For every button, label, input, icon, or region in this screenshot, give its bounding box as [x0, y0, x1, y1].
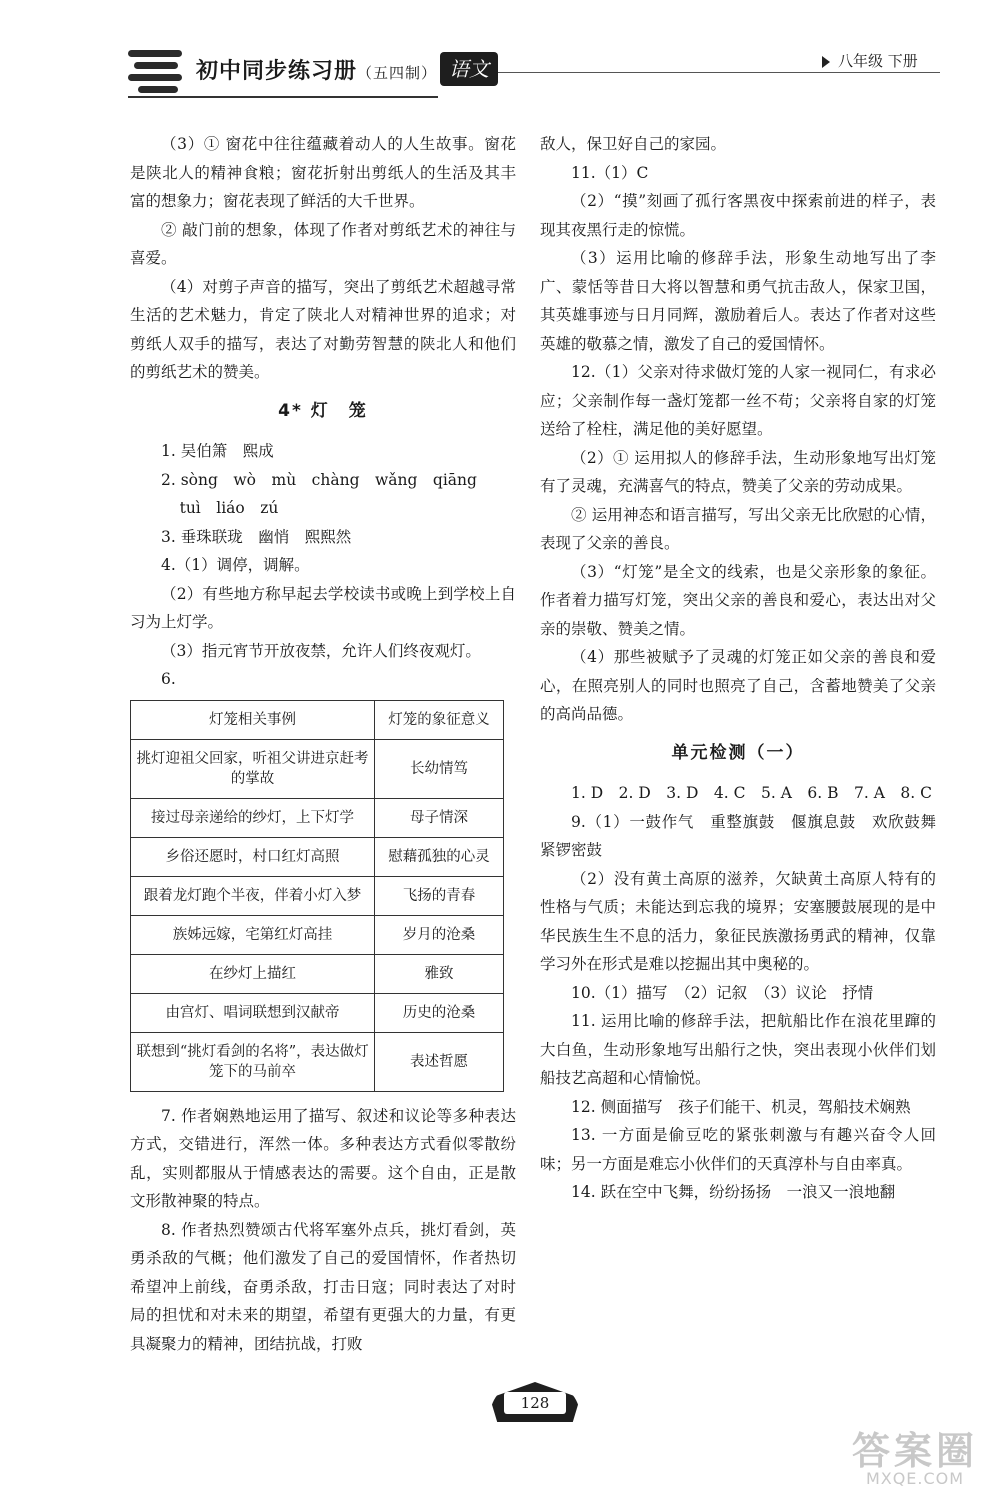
table-cell: 族姊远嫁，宅第红灯高挂: [131, 915, 375, 954]
table-cell: 飞扬的青春: [375, 876, 504, 915]
answer-paragraph: （4）对剪子声音的描写，突出了剪纸艺术超越寻常生活的艺术魅力，肯定了陕北人对精神世界的追求；对剪纸人双手的描写，表达了对勤劳智慧的陕北人和他们的剪纸艺术的赞美。: [130, 277, 516, 381]
answer-paragraph: （3）① 窗花中往往蕴藏着动人的人生故事。窗花是陕北人的精神食粮；窗花折射出剪纸人的生活及其丰富的想象力；窗花表现了鲜活的大千世界。: [130, 135, 516, 210]
lantern-table: [130, 700, 504, 1092]
table-row: [131, 993, 504, 1032]
table-cell: 历史的沧桑: [375, 993, 504, 1032]
answer-paragraph: 11. 运用比喻的修辞手法，把航船比作在浪花里蹿的大白鱼，生动形象地写出船行之快，突出表现小伙伴们划船技艺高超和心情愉悦。: [540, 1012, 936, 1087]
answer-paragraph: 7. 作者娴熟地运用了描写、叙述和议论等多种表达方式，交错进行，浑然一体。多种表达方式看似零散纷乱，实则都服从于情感表达的需要。这个自由，正是散文形散神聚的特点。: [130, 1106, 516, 1210]
answer-paragraph: 13. 一方面是偷豆吃的紧张刺激与有趣兴奋令人回味；另一方面是难忘小伙伴们的天真淳朴与自由率真。: [540, 1126, 936, 1173]
answer-paragraph: （2）没有黄土高原的滋养，欠缺黄土高原人特有的性格与气质；未能达到忘我的境界；安塞腰鼓展现的是中华民族生生不息的活力，象征民族激扬勇武的精神，仅靠学习外在形式是难以挖掘出其中奥秘的。: [540, 869, 936, 973]
table-cell: 跟着龙灯跑个半夜，伴着小灯入梦: [131, 876, 375, 915]
table-cell: 慰藉孤独的心灵: [375, 837, 504, 876]
answer-paragraph: 8. 作者热烈赞颂古代将军塞外点兵，挑灯看剑，英勇杀敌的气概；他们激发了自己的爱国情怀，作者热切希望冲上前线，奋勇杀敌，打击日寇；同时表达了对时局的担忧和对未来的期望，希望有更强大的力量，有更具凝聚力的精神，团结抗战，打败: [130, 1220, 516, 1353]
answer-line: 2. sòng wò mù chàng wǎng qiāng: [161, 470, 477, 489]
answer-paragraph: ② 运用神态和语言描写，写出父亲无比欣慰的心情，表现了父亲的善良。: [540, 505, 936, 552]
answer-paragraph: 敌人，保卫好自己的家园。: [540, 135, 727, 153]
page-number: 128: [504, 1392, 566, 1414]
answer-paragraph: ② 敲门前的想象，体现了作者对剪纸艺术的神往与喜爱。: [130, 220, 516, 267]
answer-line: 1. D 2. D 3. D 4. C 5. A 6. B 7. A 8. C: [571, 784, 933, 802]
right-column: [540, 130, 952, 1207]
table-row: [131, 876, 504, 915]
series-logo-icon: [128, 50, 188, 94]
table-cell: 岁月的沧桑: [375, 915, 504, 954]
answer-line: tuì liáo zú: [179, 499, 279, 517]
page-number-badge: [490, 1382, 580, 1428]
header-underline: [128, 96, 438, 98]
table-header: 灯笼相关事例: [131, 700, 375, 739]
watermark-url: MXQE.COM: [865, 1469, 965, 1488]
table-row: [131, 837, 504, 876]
site-watermark: [840, 1420, 990, 1488]
table-cell: 乡俗还愿时，村口红灯高照: [131, 837, 375, 876]
section-title: 4* 灯 笼: [278, 400, 368, 421]
answer-paragraph: 14. 跃在空中飞舞，纷纷扬扬 一浪又一浪地翻: [571, 1183, 896, 1201]
page-header: [0, 0, 1000, 110]
table-cell: 由宫灯、唱词联想到汉献帝: [131, 993, 375, 1032]
answer-paragraph: （3）运用比喻的修辞手法，形象生动地写出了李广、蒙恬等昔日大将以智慧和勇气抗击敌人，保家卫国，其英雄事迹与日月同辉，激励着后人。表达了作者对这些英雄的敬慕之情，激发了自己的爱国情怀。: [540, 249, 936, 353]
answer-line: 10.（1）描写 （2）记叙 （3）议论 抒情: [571, 983, 874, 1002]
answer-line: 4.（1）调停，调解。: [161, 556, 310, 574]
answer-line: 6.: [161, 670, 176, 688]
answer-paragraph: （3）“灯笼”是全文的线索，也是父亲形象的象征。作者着力描写灯笼，突出父亲的善良和爱心，表达出对父亲的崇敬、赞美之情。: [540, 562, 936, 638]
answer-line: 3. 垂珠联珑 幽悄 熙熙然: [161, 527, 352, 546]
answer-paragraph: （2）“摸”刻画了孤行客黑夜中探索前进的样子，表现其夜黑行走的惊慌。: [540, 192, 936, 239]
answer-paragraph: （2）有些地方称早起去学校读书或晚上到学校上自习为上灯学。: [130, 584, 516, 631]
table-header-row: [131, 700, 504, 739]
answer-paragraph: （4）那些被赋予了灵魂的灯笼正如父亲的善良和爱心，在照亮别人的同时也照亮了自己，含蓄地赞美了父亲的高尚品德。: [540, 648, 936, 723]
answer-line: 1. 吴伯箫 熙成: [161, 442, 274, 460]
table-cell: 表述哲愿: [375, 1032, 504, 1091]
table-row: [131, 798, 504, 837]
table-row: [131, 739, 504, 798]
left-column: [130, 130, 516, 1358]
grade-label: 八年级 下册: [822, 50, 918, 71]
table-cell: 母子情深: [375, 798, 504, 837]
answer-paragraph: （2）① 运用拟人的修辞手法，生动形象地写出灯笼有了灵魂，充满喜气的特点，赞美了父亲的劳动成果。: [540, 448, 936, 495]
table-cell: 长幼情笃: [375, 739, 504, 798]
section-title: 单元检测（一）: [671, 742, 805, 763]
answer-paragraph: 12.（1）父亲对待求做灯笼的人家一视同仁，有求必应；父亲制作每一盏灯笼都一丝不苟；父亲将自家的灯笼送给了栓柱，满足他的美好愿望。: [540, 363, 936, 438]
answer-line: 11.（1）C: [571, 163, 649, 182]
table-row: [131, 1032, 504, 1091]
answer-line: （3）指元宵节开放夜禁，允许人们终夜观灯。: [161, 641, 481, 660]
table-cell: 联想到“挑灯看剑的名将”，表达做灯笼下的马前卒: [131, 1032, 375, 1091]
table-cell: 雅致: [375, 954, 504, 993]
table-cell: 在纱灯上描红: [131, 954, 375, 993]
table-cell: 挑灯迎祖父回家，听祖父讲进京赶考的掌故: [131, 739, 375, 798]
table-header: 灯笼的象征意义: [375, 700, 504, 739]
table-row: [131, 915, 504, 954]
answer-paragraph: 12. 侧面描写 孩子们能干、机灵，驾船技术娴熟: [571, 1097, 911, 1116]
table-row: [131, 954, 504, 993]
book-title: 初中同步练习册（五四制）: [196, 59, 438, 84]
answer-paragraph: 9.（1）一鼓作气 重整旗鼓 偃旗息鼓 欢欣鼓舞 紧锣密鼓: [540, 812, 952, 859]
header-rule: [498, 72, 940, 73]
watermark-text: 答案圈: [851, 1429, 978, 1473]
triangle-icon: [822, 56, 830, 68]
table-cell: 接过母亲递给的纱灯，上下灯学: [131, 798, 375, 837]
subject-badge: 语文: [440, 52, 498, 86]
